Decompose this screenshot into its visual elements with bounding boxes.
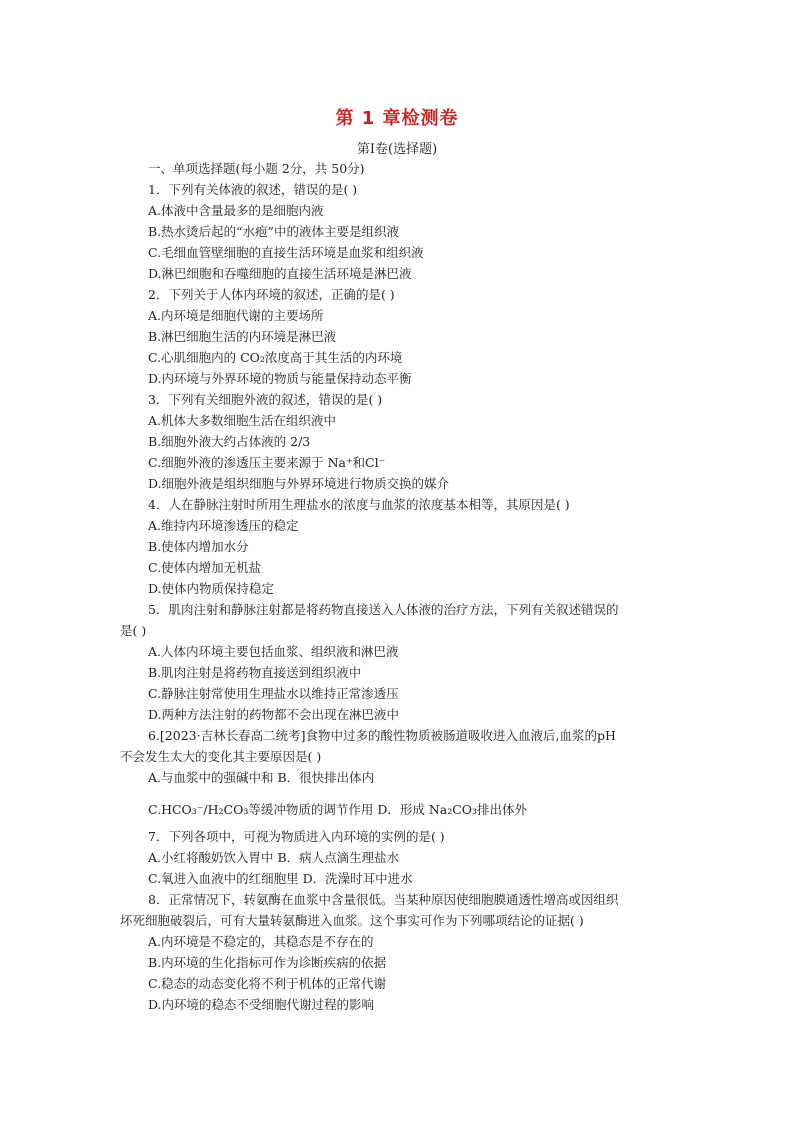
q2-option-c: C.心肌细胞内的 CO₂浓度高于其生活的内环境: [148, 350, 403, 365]
q8-option-c: C.稳态的动态变化将不利于机体的正常代谢: [148, 976, 387, 991]
q2-option-a: A.内环境是细胞代谢的主要场所: [148, 308, 324, 323]
q8-option-d: D.内环境的稳态不受细胞代谢过程的影响: [148, 997, 375, 1012]
q2-option-b: B.淋巴细胞生活的内环境是淋巴液: [148, 329, 337, 344]
question-7-stem: 7．下列各项中，可视为物质进入内环境的实例的是( ): [148, 829, 445, 844]
section-heading: 一、单项选择题(每小题 2分，共 50分): [148, 161, 365, 176]
q3-option-d: D.细胞外液是组织细胞与外界环境进行物质交换的媒介: [148, 476, 450, 491]
q5-option-c: C.静脉注射常使用生理盐水以维持正常渗透压: [148, 686, 399, 701]
question-8-stem-cont: 坏死细胞破裂后，可有大量转氨酶进入血浆。这个事实可作为下列哪项结论的证据( ): [120, 913, 584, 928]
q5-option-a: A.人体内环境主要包括血浆、组织液和淋巴液: [148, 644, 399, 659]
q8-option-b: B.内环境的生化指标可作为诊断疾病的依据: [148, 955, 387, 970]
q4-option-c: C.使体内增加无机盐: [148, 560, 262, 575]
question-6-stem: 6.[2023·吉林长春高二统考]食物中过多的酸性物质被肠道吸收进入血液后,血浆的pH: [148, 728, 616, 743]
q1-option-a: A.体液中含量最多的是细胞内液: [148, 203, 324, 218]
q2-option-d: D.内环境与外界环境的物质与能量保持动态平衡: [148, 371, 412, 386]
q1-option-c: C.毛细血管壁细胞的直接生活环境是血浆和组织液: [148, 245, 424, 260]
q3-option-a: A.机体大多数细胞生活在组织液中: [148, 413, 337, 428]
question-1-stem: 1．下列有关体液的叙述，错误的是( ): [148, 182, 358, 197]
question-3-stem: 3．下列有关细胞外液的叙述，错误的是( ): [148, 392, 383, 407]
page-title: 第 1 章检测卷: [335, 108, 459, 129]
q4-option-a: A.维持内环境渗透压的稳定: [148, 518, 299, 533]
q1-option-d: D.淋巴细胞和吞噬细胞的直接生活环境是淋巴液: [148, 266, 412, 281]
q6-options-cd: C.HCO₃⁻/H₂CO₃等缓冲物质的调节作用 D．形成 Na₂CO₃排出体外: [148, 802, 528, 817]
question-5-stem: 5．肌肉注射和静脉注射都是将药物直接送入人体液的治疗方法，下列有关叙述错误的: [148, 602, 619, 617]
question-2-stem: 2．下列关于人体内环境的叙述，正确的是( ): [148, 287, 395, 302]
q5-option-d: D.两种方法注射的药物都不会出现在淋巴液中: [148, 707, 400, 722]
q3-option-b: B.细胞外液大约占体液的 2/3: [148, 434, 311, 449]
question-6-stem-cont: 不会发生太大的变化其主要原因是( ): [120, 749, 322, 764]
section-subtitle: 第Ⅰ卷(选择题): [356, 142, 438, 157]
q8-option-a: A.内环境是不稳定的，其稳态是不存在的: [148, 934, 374, 949]
q5-option-b: B.肌肉注射是将药物直接送到组织液中: [148, 665, 362, 680]
q6-options-ab: A.与血浆中的强碱中和 B．很快排出体内: [148, 770, 375, 785]
q7-options-cd: C.氧进入血液中的红细胞里 D．洗澡时耳中进水: [148, 871, 413, 886]
question-4-stem: 4．人在静脉注射时所用生理盐水的浓度与血浆的浓度基本相等，其原因是( ): [148, 497, 570, 512]
q4-option-b: B.使体内增加水分: [148, 539, 249, 554]
q1-option-b: B.热水烫后起的“水疱”中的液体主要是组织液: [148, 224, 399, 239]
q3-option-c: C.细胞外液的渗透压主要来源于 Na⁺和Cl⁻: [148, 455, 386, 470]
q4-option-d: D.使体内物质保持稳定: [148, 581, 275, 596]
question-5-stem-cont: 是( ): [120, 623, 147, 638]
q7-options-ab: A.小红将酸奶饮入胃中 B．病人点滴生理盐水: [148, 850, 400, 865]
question-8-stem: 8．正常情况下，转氨酶在血浆中含量很低。当某种原因使细胞膜通透性增高或因组织: [148, 892, 619, 907]
